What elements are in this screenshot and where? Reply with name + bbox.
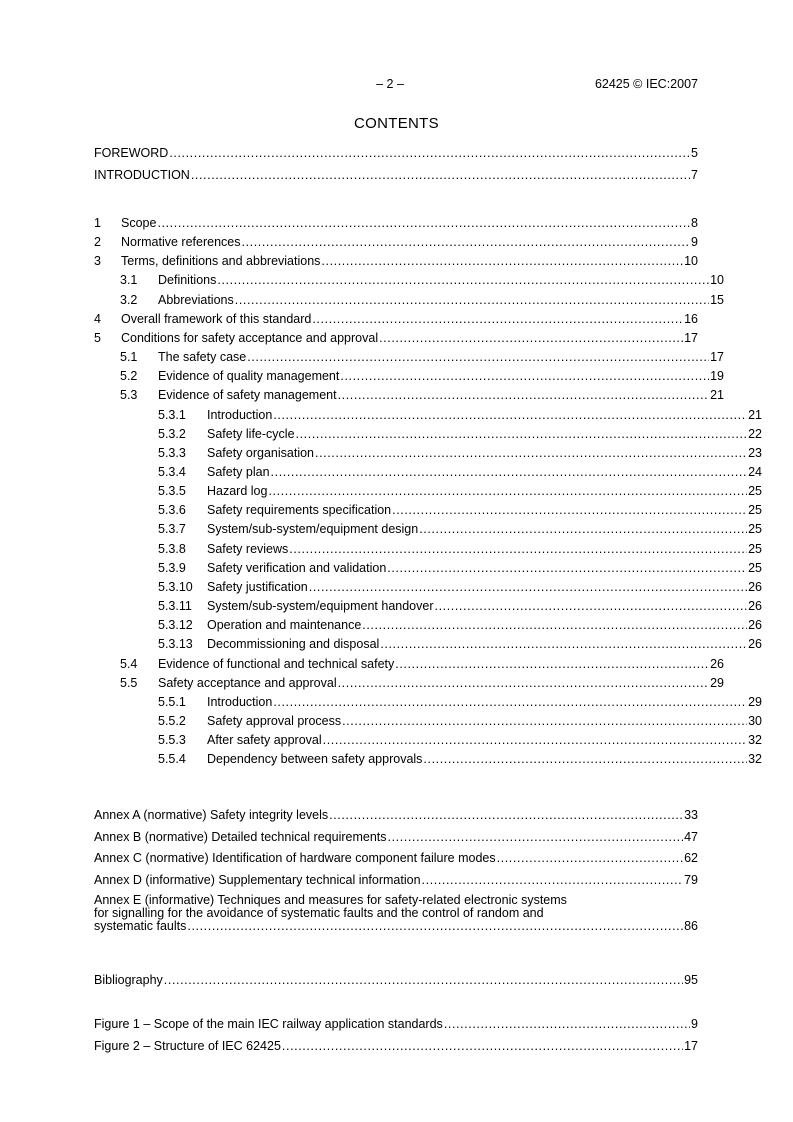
toc-entry-section-5-1[interactable] (94, 349, 724, 365)
toc-entry-annex-d[interactable]: Annex D (informative) Supplementary technical information ..... 79 (94, 872, 698, 888)
toc-entry-section-5-5-2[interactable] (94, 713, 762, 729)
toc-entry-section-5[interactable] (94, 330, 698, 346)
section-title: The safety case (158, 350, 247, 364)
section-title: Decommissioning and disposal (207, 637, 380, 652)
toc-entry-section-3-1[interactable] (94, 272, 724, 288)
page-ref: 32 (748, 752, 762, 767)
dot-leader (380, 636, 747, 652)
toc-entry-figure-1[interactable]: Figure 1 – Scope of the main IEC railway application standards ..... 9 (94, 1016, 698, 1032)
section-number: 5.3.9 (158, 560, 186, 575)
dot-leader (296, 426, 748, 442)
toc-entry-annex-b[interactable]: Annex B (normative) Detailed technical requirements ..... 47 (94, 829, 698, 845)
section-title: Evidence of quality management (158, 369, 340, 384)
page-ref: 16 (684, 311, 698, 326)
toc-entry-foreword[interactable]: FOREWORD ..... 5 (94, 145, 698, 161)
dot-leader (338, 675, 709, 691)
section-number: 5.3.3 (158, 445, 186, 460)
section-title: Safety justification (207, 579, 308, 594)
section-number: 5.3.8 (158, 541, 186, 556)
page-ref: 26 (748, 599, 762, 613)
dot-leader (271, 464, 748, 480)
toc-entry-section-4[interactable] (94, 311, 698, 327)
page-ref: 30 (748, 713, 762, 728)
section-title: Safety reviews (207, 541, 289, 556)
section-title: Abbreviations (158, 292, 234, 307)
dot-leader (289, 541, 747, 557)
toc-entry-section-3[interactable] (94, 253, 698, 269)
section-title: Dependency between safety approvals (207, 752, 423, 767)
dot-leader (242, 234, 691, 250)
page-ref: 8 (691, 216, 698, 230)
page-ref: 22 (748, 426, 762, 441)
section-number: 5.5.3 (158, 733, 186, 747)
toc-entry-section-5-2[interactable] (94, 368, 724, 384)
section-number: 3 (94, 254, 101, 269)
toc-entry-section-5-5[interactable] (94, 675, 724, 691)
dot-leader (423, 751, 747, 767)
page-ref: 21 (748, 407, 762, 422)
section-title: After safety approval (207, 733, 322, 747)
toc-entry-bibliography[interactable]: Bibliography ..... 95 (94, 972, 698, 988)
section-title: Hazard log (207, 484, 268, 499)
toc-entry-section-5-3-2[interactable] (94, 426, 762, 442)
dot-leader (435, 598, 748, 614)
dot-leader (342, 713, 747, 729)
section-number: 5.5.4 (158, 752, 186, 767)
dot-leader (217, 272, 709, 288)
section-title: Safety approval process (207, 713, 342, 728)
section-title: Scope (121, 216, 157, 230)
section-number: 5.3.12 (158, 618, 193, 633)
dot-leader (273, 694, 747, 710)
page-ref: 17 (684, 330, 698, 345)
section-number: 5.1 (120, 350, 138, 364)
dot-leader (387, 560, 747, 576)
dot-leader (379, 330, 683, 346)
toc-entry-section-5-3-8[interactable] (94, 541, 762, 557)
section-number: 5.5.2 (158, 713, 186, 728)
toc-entry-section-5-3-3[interactable] (94, 445, 762, 461)
section-number: 5.5 (120, 675, 138, 690)
section-number: 5.3.6 (158, 503, 186, 518)
toc-entry-section-5-5-1[interactable] (94, 694, 762, 710)
section-title: Safety requirements specification (207, 503, 392, 518)
dot-leader (273, 407, 747, 423)
page-ref: 24 (748, 464, 762, 479)
section-title: Safety verification and validation (207, 560, 387, 575)
dot-leader (323, 732, 747, 748)
section-number: 5.3 (120, 388, 138, 403)
toc-entry-section-5-5-4[interactable] (94, 751, 762, 767)
dot-leader (235, 292, 709, 308)
section-number: 3.1 (120, 273, 138, 288)
toc-entry-section-5-4[interactable] (94, 656, 724, 672)
toc-entry-section-5-5-3[interactable] (94, 732, 762, 748)
page-ref: 25 (748, 484, 762, 499)
dot-leader (392, 502, 747, 518)
section-title: Evidence of safety management (158, 388, 337, 403)
section-number: 5.3.1 (158, 407, 186, 422)
toc-entry-annex-a[interactable]: Annex A (normative) Safety integrity levels ..... 33 (94, 807, 698, 823)
section-title: Evidence of functional and technical safety (158, 656, 395, 671)
page-ref: 25 (748, 560, 762, 575)
section-title: Terms, definitions and abbreviations (121, 254, 321, 269)
section-number: 5.3.4 (158, 464, 186, 479)
toc-entry-section-3-2[interactable] (94, 292, 724, 308)
dot-leader (395, 656, 709, 672)
section-number: 4 (94, 311, 101, 326)
section-title: Safety life-cycle (207, 426, 295, 441)
dot-leader (338, 387, 710, 403)
toc-entry-section-5-3[interactable] (94, 387, 724, 403)
section-title: System/sub-system/equipment handover (207, 599, 434, 613)
page-ref: 26 (748, 579, 762, 594)
section-number: 5.5.1 (158, 694, 186, 709)
section-title: Overall framework of this standard (121, 311, 312, 326)
toc-entry-section-5-3-1[interactable] (94, 407, 762, 423)
toc-entry-section-1[interactable] (94, 215, 698, 231)
section-number: 5.3.10 (158, 579, 193, 594)
dot-leader (312, 311, 683, 327)
toc-entry-section-5-3-5[interactable] (94, 483, 762, 499)
toc-entry-section-5-3-7[interactable] (94, 521, 762, 537)
toc-entry-section-5-3-12[interactable] (94, 617, 762, 633)
toc-entry-section-5-3-4[interactable] (94, 464, 762, 480)
section-number: 5.3.2 (158, 426, 186, 441)
toc-entry-annex-c[interactable]: Annex C (normative) Identification of hardware component failure modes ..... 62 (94, 850, 698, 866)
page-ref: 25 (748, 541, 762, 556)
section-title: Safety plan (207, 464, 270, 479)
dot-leader (247, 349, 709, 365)
page-ref: 26 (748, 618, 762, 633)
toc-entry-section-5-3-10[interactable] (94, 579, 762, 595)
section-number: 5.4 (120, 656, 138, 671)
dot-leader (309, 579, 747, 595)
page-ref: 32 (748, 733, 762, 747)
toc-entry-section-5-3-9[interactable] (94, 560, 762, 576)
section-title: Introduction (207, 694, 273, 709)
page-number: – 2 – (376, 77, 404, 91)
section-title: Definitions (158, 273, 217, 288)
section-title: Normative references (121, 235, 241, 250)
toc-entry-introduction[interactable]: INTRODUCTION ..... 7 (94, 167, 698, 183)
page-ref: 10 (710, 273, 724, 288)
section-title: System/sub-system/equipment design (207, 522, 419, 537)
toc-entry-annex-e[interactable]: Annex E (informative) Techniques and measures for safety-related electronic systems for signalling for the avoidance of systematic faults and the control of random and systematic faults ..... 86 (94, 894, 698, 933)
page-ref: 17 (710, 350, 724, 364)
dot-leader (362, 617, 747, 633)
section-title: Safety organisation (207, 445, 315, 460)
page-ref: 29 (748, 694, 762, 709)
page-ref: 25 (748, 503, 762, 518)
page-ref: 26 (710, 656, 724, 671)
toc-entry-section-2[interactable] (94, 234, 698, 250)
dot-leader (340, 368, 709, 384)
section-title: Safety acceptance and approval (158, 675, 337, 690)
page-title: CONTENTS (354, 115, 439, 132)
page-ref: 9 (691, 235, 698, 250)
toc-entry-section-5-3-6[interactable] (94, 502, 762, 518)
section-number: 5.2 (120, 369, 138, 384)
toc-entry-section-5-3-13[interactable] (94, 636, 762, 652)
dot-leader (321, 253, 683, 269)
page-ref: 15 (710, 292, 724, 307)
section-title: Conditions for safety acceptance and approval (121, 330, 379, 345)
section-number: 5.3.5 (158, 484, 186, 499)
section-number: 3.2 (120, 292, 138, 307)
page-ref: 26 (748, 637, 762, 652)
dot-leader (419, 521, 747, 537)
dot-leader (315, 445, 747, 461)
section-number: 5.3.13 (158, 637, 193, 652)
page-ref: 23 (748, 445, 762, 460)
page-ref: 25 (748, 522, 762, 537)
section-number: 1 (94, 216, 101, 230)
toc-entry-section-5-3-11[interactable] (94, 598, 762, 614)
toc-entry-figure-2[interactable]: Figure 2 – Structure of IEC 62425 ..... 17 (94, 1038, 698, 1054)
page-ref: 21 (710, 388, 724, 403)
page-ref: 10 (684, 254, 698, 269)
page-ref: 19 (710, 369, 724, 384)
section-number: 2 (94, 235, 101, 250)
section-number: 5.3.7 (158, 522, 186, 537)
section-title: Introduction (207, 407, 273, 422)
section-number: 5.3.11 (158, 599, 192, 613)
dot-leader (268, 483, 747, 499)
dot-leader (157, 215, 690, 231)
page-ref: 29 (710, 675, 724, 690)
standard-reference: 62425 © IEC:2007 (594, 77, 698, 91)
section-title: Operation and maintenance (207, 618, 362, 633)
section-number: 5 (94, 330, 101, 345)
